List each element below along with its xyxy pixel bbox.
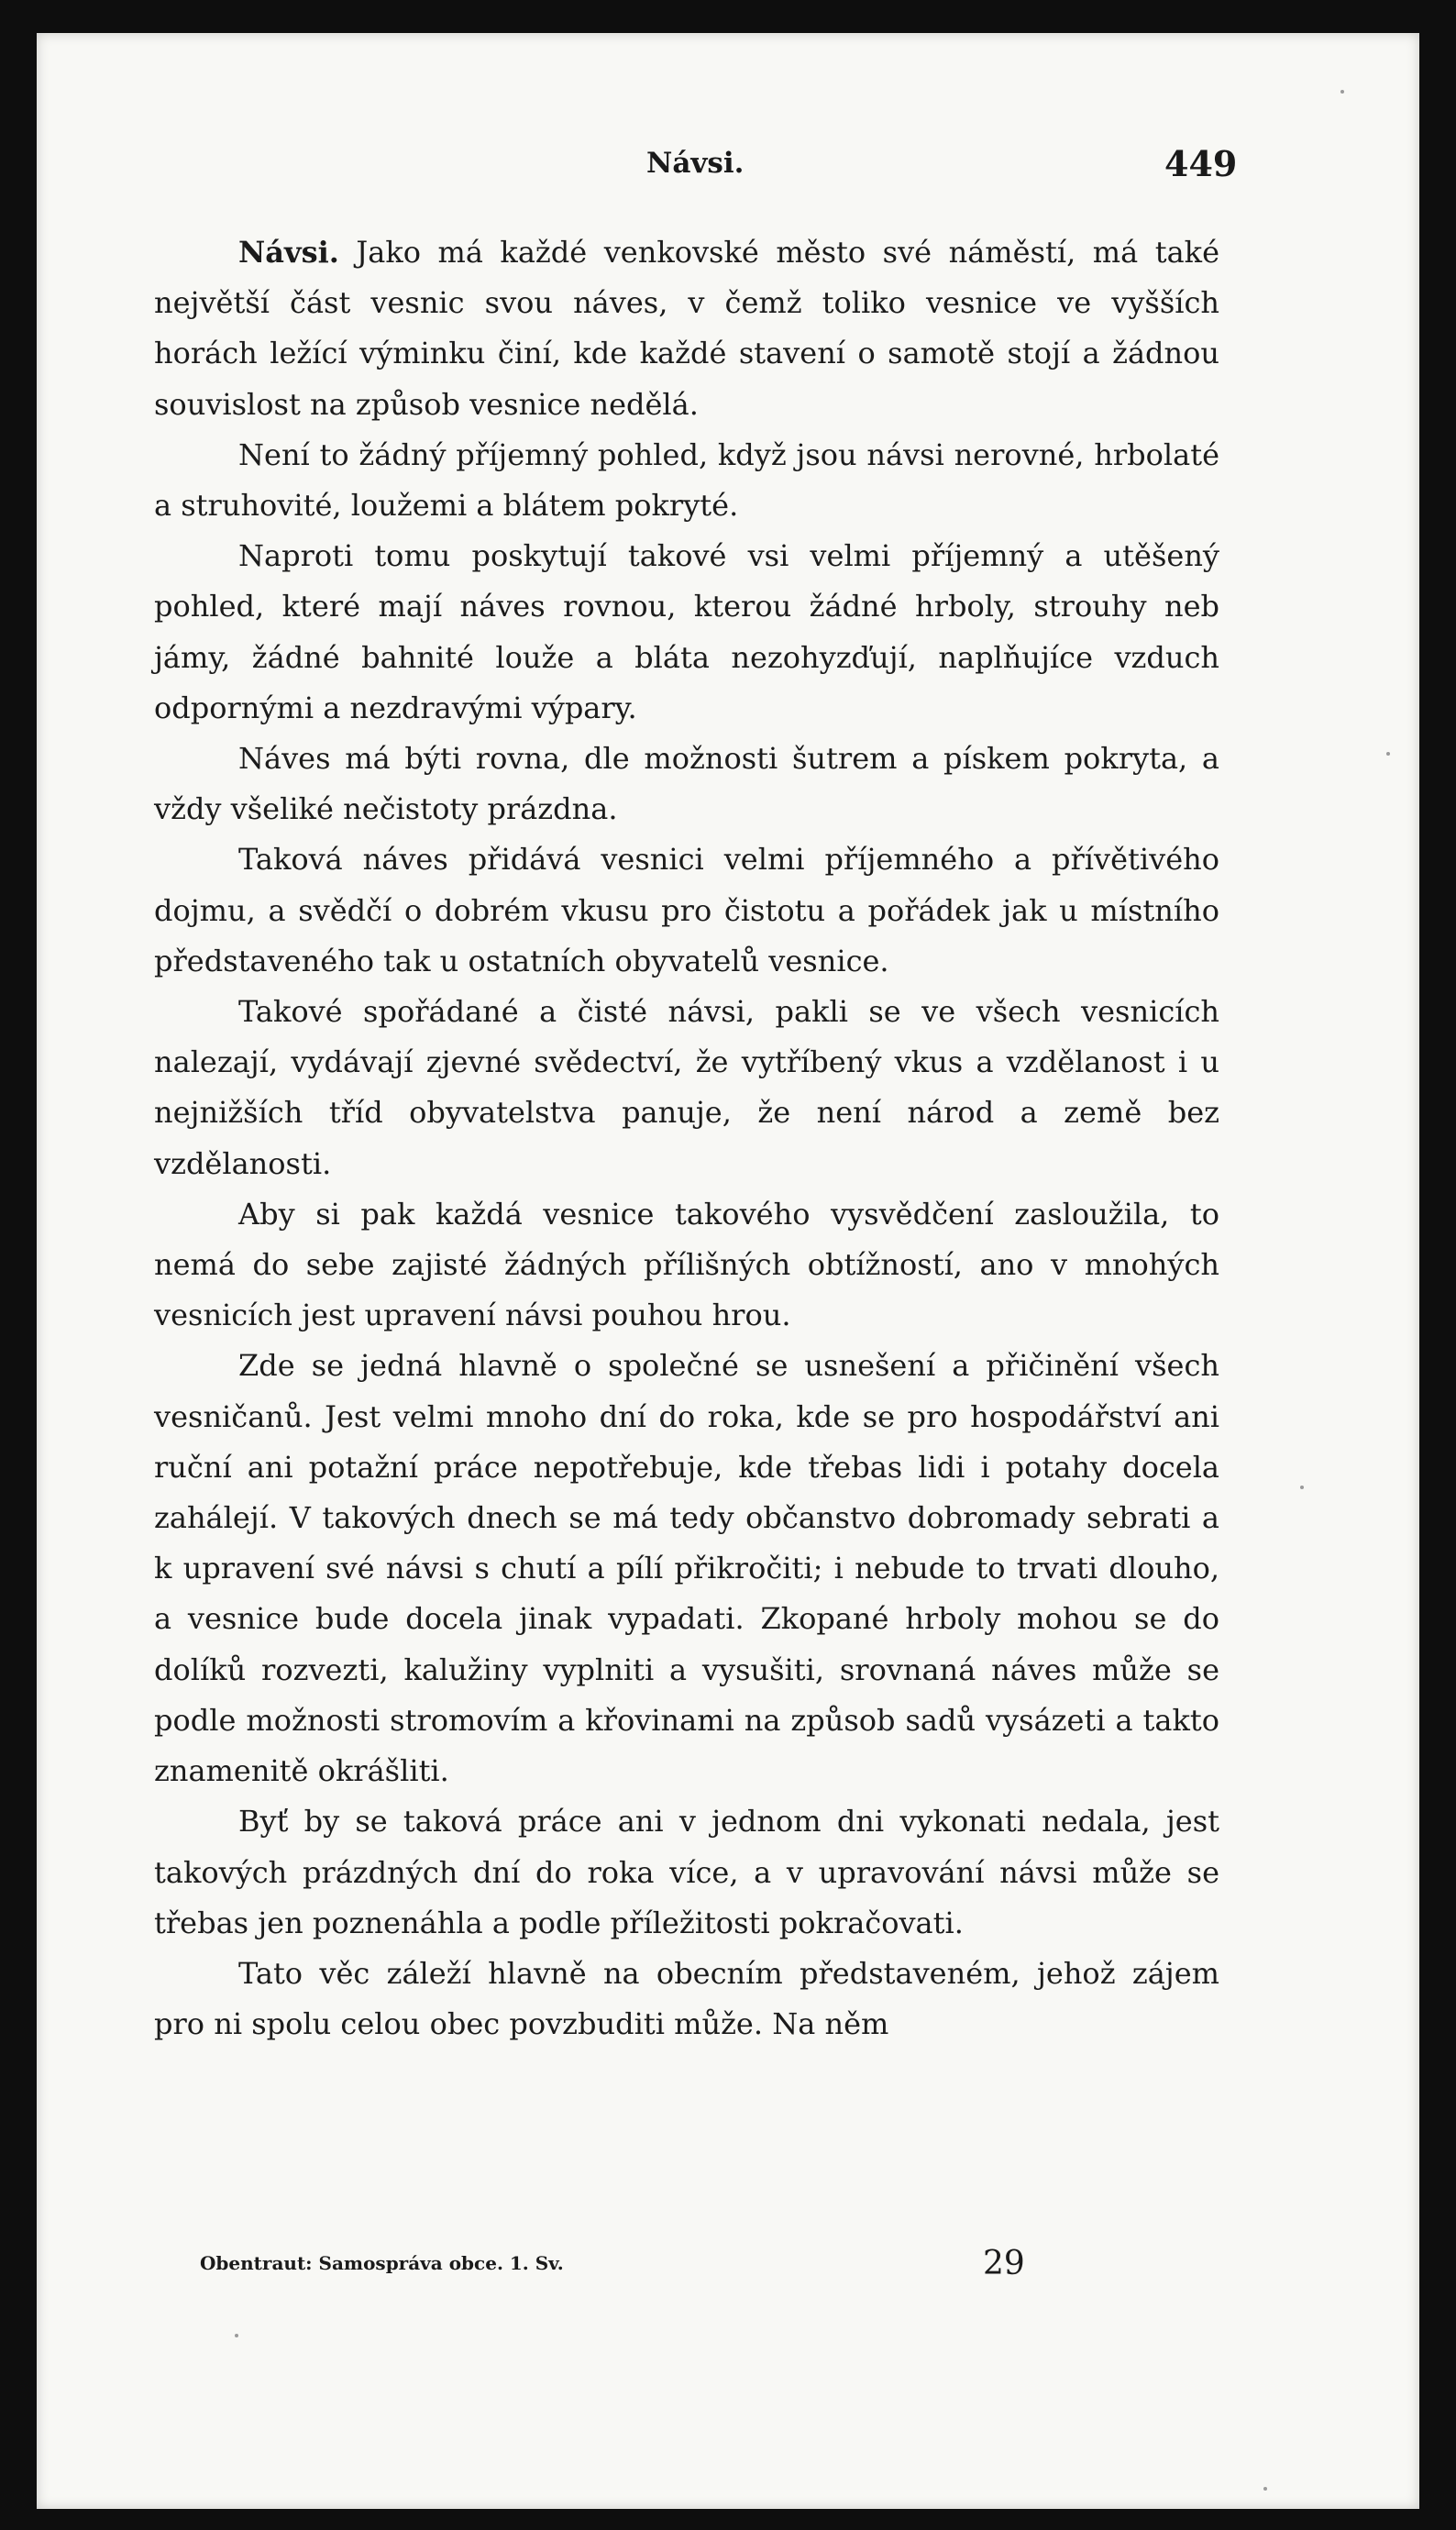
paragraph-text: Jako má každé venkovské město své náměstí, má také největší část vesnic svou náves, v čemž toliko vesnice ve vyšších horách ležící výminku činí, kde každé stavení o samotě stojí a žádnou souvislost na způsob vesnice nedělá. [154, 235, 1219, 422]
page-footer [0, 2245, 1456, 2300]
speck [1386, 752, 1390, 756]
paragraph: Byť by se taková práce ani v jednom dni vykonati nedala, jest takových prázdných dní do roka více, a v upravování návsi může se třebas jen poznenáhla a podle příležitosti pokračovati. [154, 1804, 1219, 1940]
footer-note: Obentraut: Samospráva obce. 1. Sv. [200, 2252, 564, 2274]
speck [1340, 90, 1344, 94]
running-title: Návsi. [646, 147, 745, 180]
lead-word: Návsi. [238, 235, 339, 270]
speck [1263, 2487, 1267, 2491]
paragraph: Zde se jedná hlavně o společné se usnešení a přičinění všech vesničanů. Jest velmi mnoho dní do roka, kde se pro hospodářství ani ruční ani potažní práce nepotřebuje, kde třebas lidi i potahy docela zahálejí. V takových dnech se má tedy občanstvo dobromady sebrati a k upravení své návsi s chutí a pílí přikročiti; i nebude to trvati dlouho, a vesnice bude docela jinak vypadati. Zkopané hrboly mohou se do dolíků rozvezti, kalužiny vyplniti a vysušiti, srovnaná náves může se podle možnosti stromovím a křovinami na způsob sadů vysázeti a takto znamenitě okrášliti. [154, 1348, 1219, 1789]
body-text [154, 227, 1219, 2049]
signature-mark: 29 [983, 2245, 1025, 2282]
page-number: 449 [1164, 143, 1238, 184]
speck [235, 2334, 238, 2337]
running-head [0, 110, 1456, 183]
paragraph: Taková náves přidává vesnici velmi příjemného a přívětivého dojmu, a svědčí o dobrém vkusu pro čistotu a pořádek jak u místního představeného tak u ostatních obyvatelů vesnice. [154, 842, 1219, 978]
paragraph: Tato věc záleží hlavně na obecním představeném, jehož zájem pro ni spolu celou obec povzbuditi může. Na něm [154, 1955, 1219, 2042]
paragraph [154, 227, 1219, 430]
speck [1300, 1486, 1304, 1489]
paragraph: Není to žádný příjemný pohled, když jsou návsi nerovné, hrbolaté a struhovité, loužemi a blátem pokryté. [154, 436, 1219, 524]
paragraph: Takové spořádané a čisté návsi, pakli se ve všech vesnicích nalezají, vydávají zjevné svědectví, že vytříbený vkus a vzdělanost i u nejnižších tříd obyvatelstva panuje, že není národ a země bez vzdělanosti. [154, 994, 1219, 1181]
paragraph: Naproti tomu poskytují takové vsi velmi příjemný a utěšený pohled, které mají náves rovnou, kterou žádné hrboly, strouhy neb jámy, žádné bahnité louže a bláta nezohyzďují, naplňujíce vzduch odpornými a nezdravými výpary. [154, 538, 1219, 725]
paragraph: Náves má býti rovna, dle možnosti šutrem a pískem pokryta, a vždy všeliké nečistoty prázdna. [154, 741, 1219, 827]
paragraph: Aby si pak každá vesnice takového vysvědčení zasloužila, to nemá do sebe zajisté žádných přílišných obtížností, ano v mnohých vesnicích jest upravení návsi pouhou hrou. [154, 1196, 1219, 1333]
